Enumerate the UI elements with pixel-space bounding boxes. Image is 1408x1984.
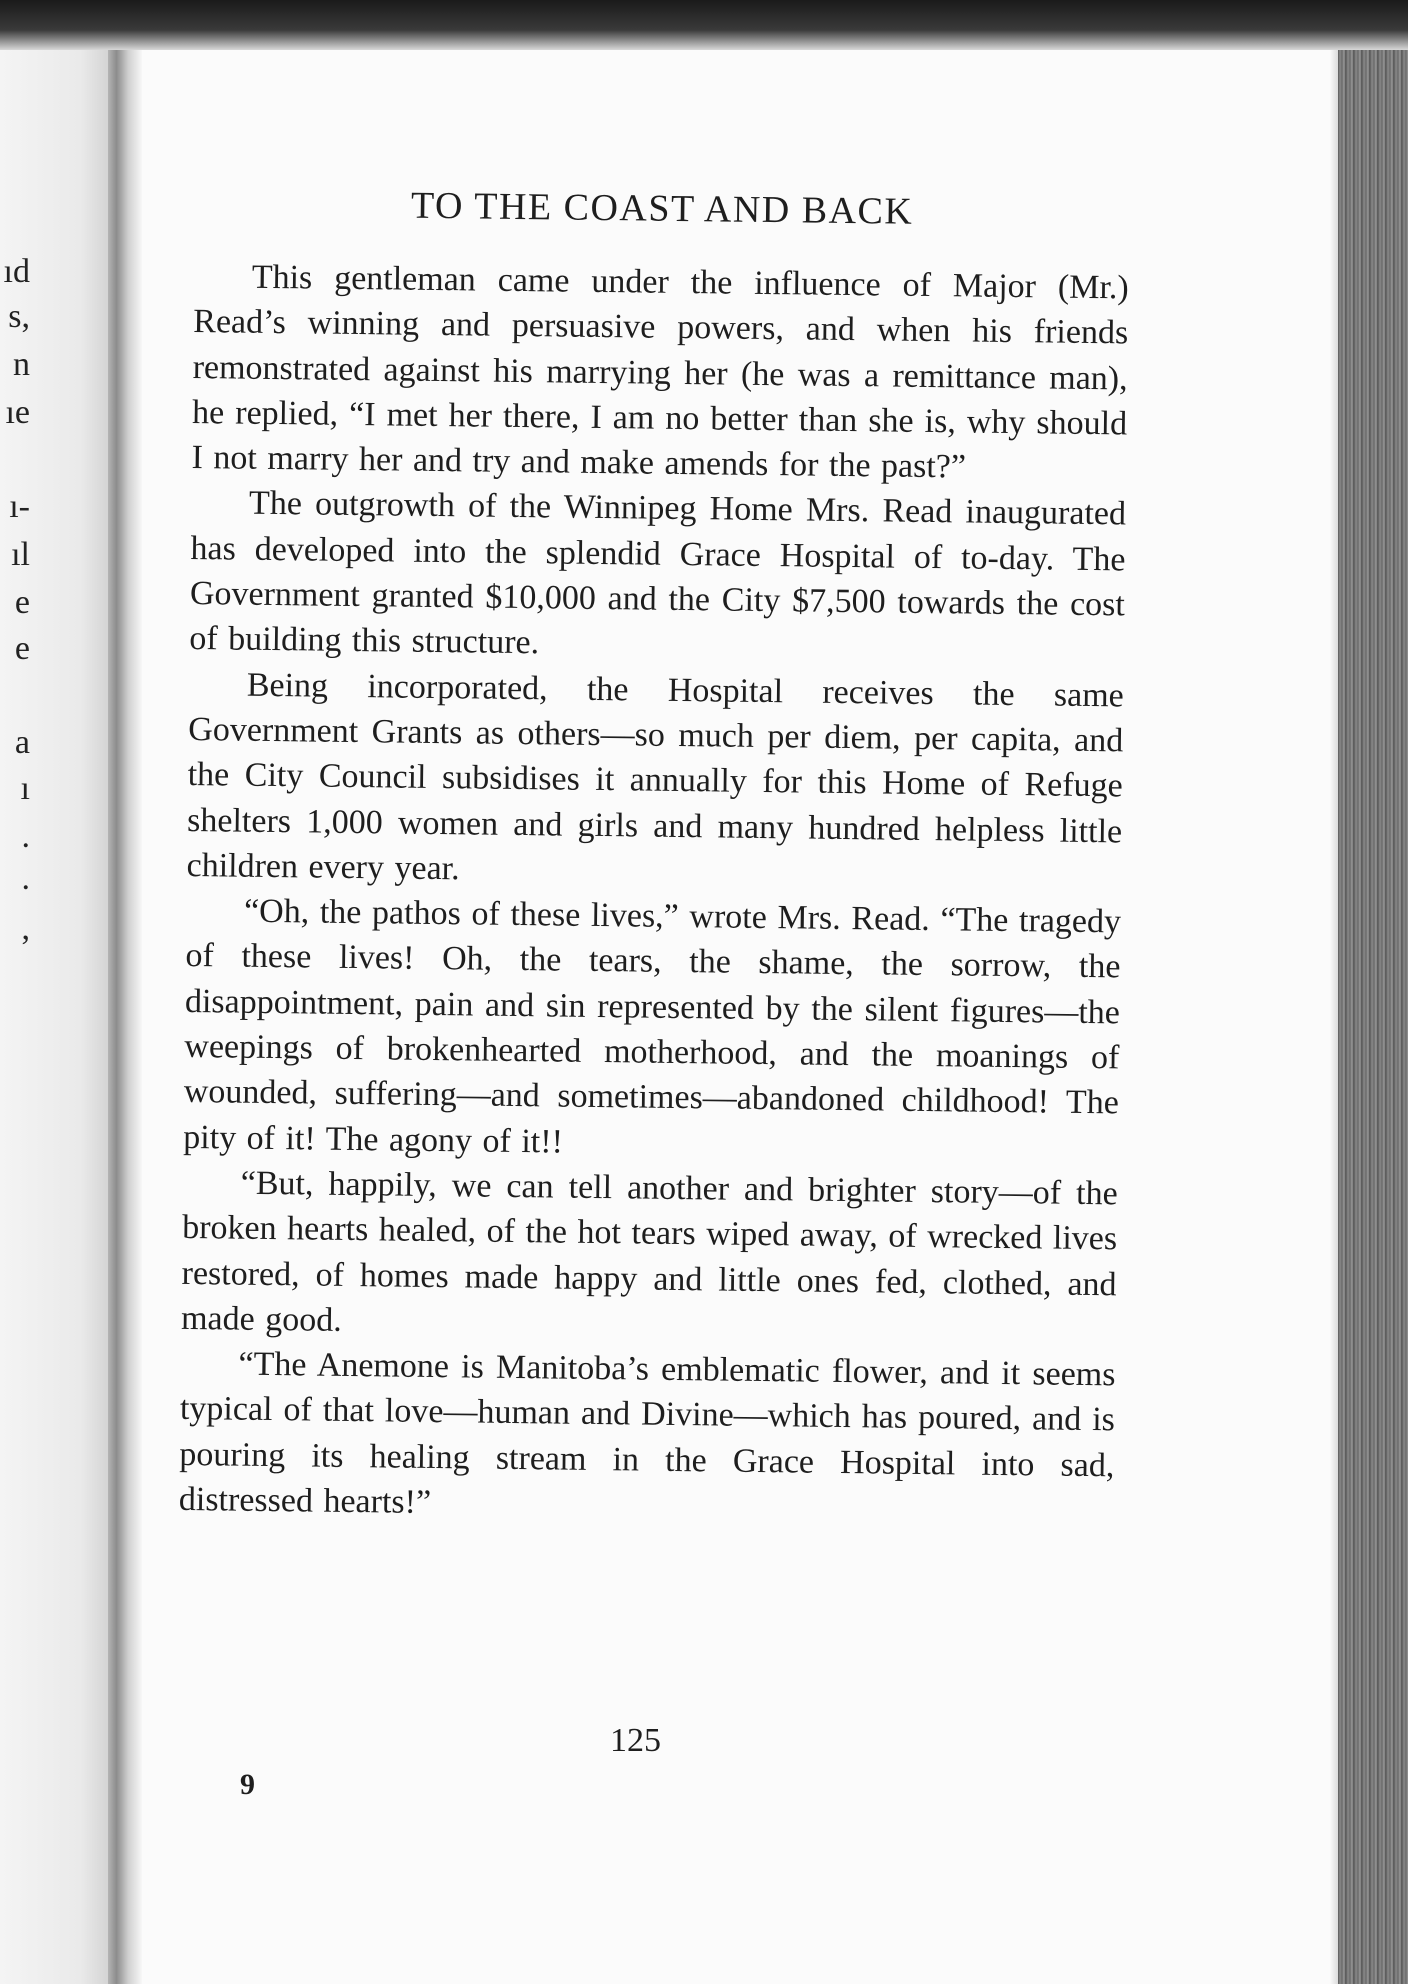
left-fragment: ıl — [11, 536, 30, 573]
page-fore-edge — [1338, 40, 1408, 1984]
left-fragment: ı — [20, 770, 30, 807]
left-fragment: n — [13, 346, 30, 383]
paragraph: The outgrowth of the Winnipeg Home Mrs. Read inaugurated has developed into the splendid Grace Hospital of to-day. The Government granted $10,000 and the City $7,500 towards the cost of building this structure. — [189, 485, 1127, 662]
left-fragment: ıd — [3, 253, 30, 290]
left-fragment: a — [14, 724, 30, 761]
top-shadow — [0, 0, 1408, 50]
page-number: 125 — [610, 1722, 661, 1759]
left-fragment: s, — [8, 298, 30, 335]
left-fragment: . — [21, 818, 30, 855]
signature-mark: 9 — [240, 1768, 255, 1801]
page-text-block — [179, 180, 1130, 1534]
left-page-text-fragments — [0, 0, 110, 1984]
running-header: TO THE COAST AND BACK — [410, 184, 914, 233]
left-fragment: ıe — [5, 394, 30, 431]
left-fragment: , — [21, 910, 30, 947]
left-fragment: e — [14, 630, 30, 667]
paragraph: This gentleman came under the influence of Major (Mr.) Read’s winning and persuasive powers, and when his friends remonstrated against his marrying her (he was a remittance man), he replied, “I met her there, I am no better than she is, why should I not marry her and try and make amends for the past?” — [191, 258, 1129, 486]
paragraph: “Oh, the pathos of these lives,” wrote Mrs. Read. “The tragedy of these lives! Oh, the tears, the shame, the sorrow, the disappointment, pain and sin represented by the silent figures—the weepings of brokenhearted motherhood, and the moanings of wounded, suffering—and sometimes—abandoned childhood! The pity of it! The agony of it!! — [183, 892, 1122, 1161]
paragraph: Being incorporated, the Hospital receives the same Government Grants as others—so much per diem, per capita, and the City Council subsidises it annually for this Home of Refuge shelters 1,000 women and girls and many hundred helpless little children every year. — [186, 666, 1124, 888]
paragraph: “But, happily, we can tell another and brighter story—of the broken hearts healed, of the hot tears wiped away, of wrecked lives restored, of homes made happy and little ones fed, clothed, and made good. — [180, 1164, 1118, 1339]
book-gutter — [108, 40, 142, 1984]
left-fragment: . — [21, 860, 30, 897]
left-fragment: ı- — [9, 488, 30, 525]
paragraph: “The Anemone is Manitoba’s emblematic flower, and it seems typical of that love—human and Divine—which has poured, and is pouring its healing stream in the Grace Hospital into sad, distressed hearts!” — [178, 1345, 1116, 1521]
left-fragment: e — [14, 584, 30, 621]
